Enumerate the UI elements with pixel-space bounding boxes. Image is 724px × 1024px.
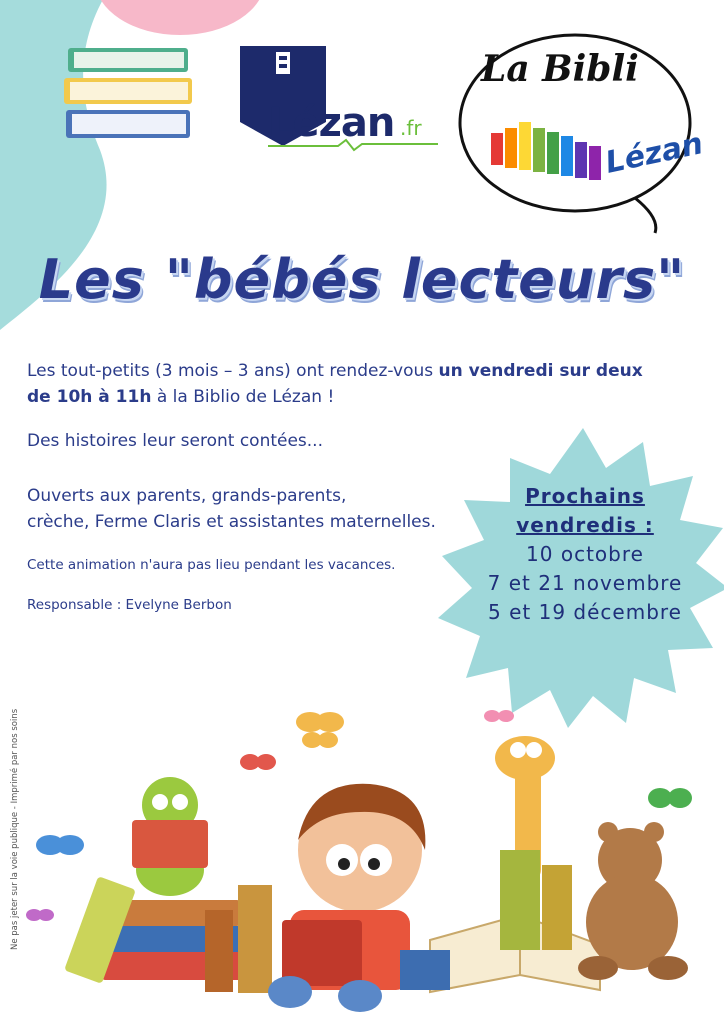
lezan-logo bbox=[238, 42, 438, 152]
bibli-lezan-logo bbox=[455, 18, 705, 238]
book-stack-illustration bbox=[60, 38, 200, 148]
pink-background-shape bbox=[90, 0, 270, 40]
upcoming-dates-box bbox=[462, 482, 708, 627]
audience-line-2: crèche, Ferme Claris et assistantes maternelles. bbox=[27, 512, 436, 532]
holiday-notice: Cette animation n'aura pas lieu pendant les vacances. bbox=[27, 557, 396, 573]
intro-text-end: à la Biblio de Lézan ! bbox=[151, 387, 335, 407]
children-reading-illustration bbox=[20, 700, 720, 1020]
date-item: 7 et 21 novembre bbox=[487, 571, 683, 595]
lezan-logo-name: Lézan bbox=[268, 100, 395, 146]
dates-heading-line-1: Prochains bbox=[525, 484, 645, 508]
page-title: Les "bébés lecteurs" bbox=[38, 248, 686, 311]
audience-line-1: Ouverts aux parents, grands-parents, bbox=[27, 486, 347, 506]
butterfly-icon bbox=[484, 710, 514, 722]
lezan-logo-suffix: .fr bbox=[400, 116, 422, 140]
audience-paragraph bbox=[27, 483, 487, 535]
butterfly-icon bbox=[296, 712, 344, 748]
butterfly-icon bbox=[26, 909, 54, 921]
bibli-logo-line1: La Bibli bbox=[481, 48, 639, 90]
dates-heading-line-2: vendredis : bbox=[516, 513, 654, 537]
butterfly-icon bbox=[36, 835, 84, 855]
intro-text-start: Les tout-petits (3 mois – 3 ans) ont rendez-vous bbox=[27, 361, 439, 381]
butterfly-icon bbox=[648, 788, 692, 808]
intro-highlight-frequency: un vendredi sur deux bbox=[438, 361, 643, 381]
stories-paragraph: Des histoires leur seront contées... bbox=[27, 431, 323, 451]
responsible-person: Responsable : Evelyne Berbon bbox=[27, 597, 232, 613]
date-item: 10 octobre bbox=[526, 542, 644, 566]
butterfly-icon bbox=[240, 754, 276, 770]
intro-paragraph bbox=[27, 358, 687, 410]
print-notice: Ne pas jeter sur la voie publique - Imprimé par nos soins bbox=[10, 708, 20, 950]
date-item: 5 et 19 décembre bbox=[488, 600, 682, 624]
intro-highlight-hours: de 10h à 11h bbox=[27, 387, 152, 407]
bibli-logo-line2: Lézan bbox=[602, 126, 707, 181]
